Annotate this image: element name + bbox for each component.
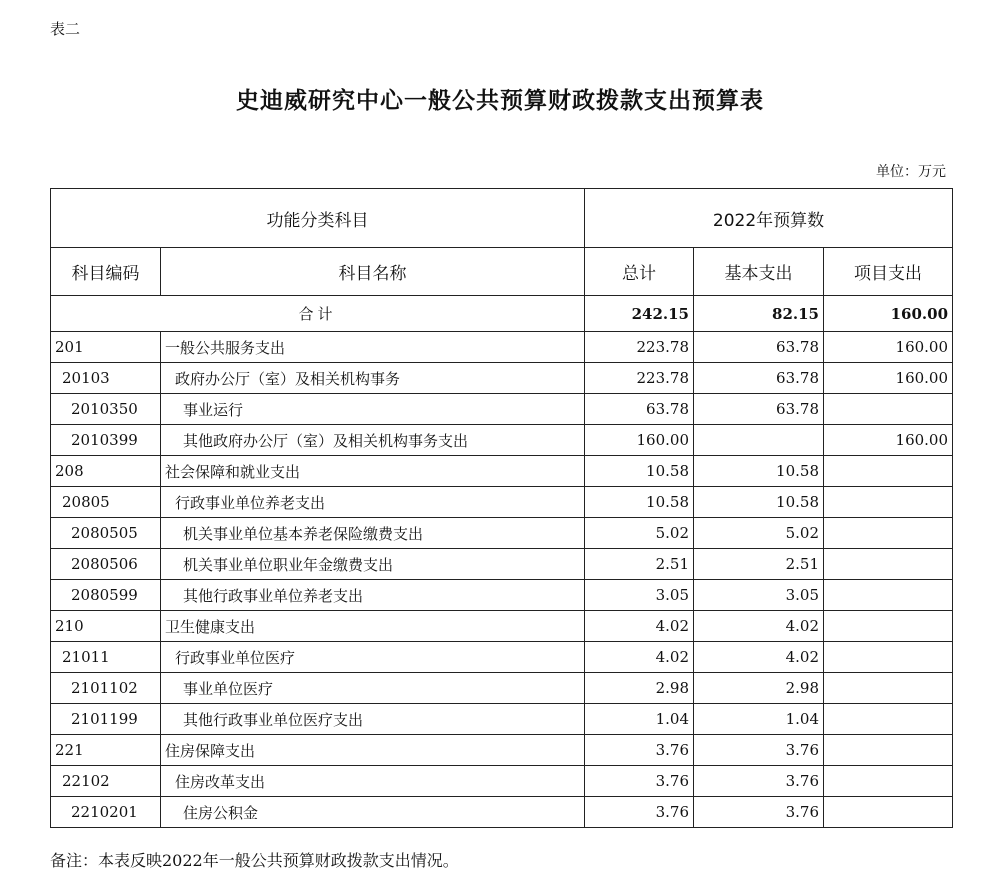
table-row bbox=[51, 766, 953, 797]
row-basic: 3.76 bbox=[694, 735, 824, 766]
row-total: 4.02 bbox=[585, 642, 694, 673]
row-project bbox=[824, 456, 953, 487]
table-row bbox=[51, 673, 953, 704]
footnote: 备注：本表反映2022年一般公共预算财政拨款支出情况。 bbox=[50, 851, 459, 870]
row-name: 其他政府办公厅（室）及相关机构事务支出 bbox=[161, 425, 585, 456]
header-code: 科目编码 bbox=[51, 248, 161, 296]
table-row bbox=[51, 580, 953, 611]
row-basic: 63.78 bbox=[694, 363, 824, 394]
row-basic: 5.02 bbox=[694, 518, 824, 549]
table-row bbox=[51, 642, 953, 673]
row-total: 223.78 bbox=[585, 332, 694, 363]
row-code: 2080505 bbox=[51, 518, 161, 549]
row-project bbox=[824, 518, 953, 549]
row-code: 208 bbox=[51, 456, 161, 487]
table-row bbox=[51, 363, 953, 394]
row-total: 3.76 bbox=[585, 766, 694, 797]
total-project: 160.00 bbox=[824, 296, 953, 332]
row-total: 223.78 bbox=[585, 363, 694, 394]
row-name: 住房公积金 bbox=[161, 797, 585, 828]
table-row bbox=[51, 394, 953, 425]
row-name: 行政事业单位养老支出 bbox=[161, 487, 585, 518]
unit-label: 单位：万元 bbox=[876, 164, 946, 180]
row-basic: 10.58 bbox=[694, 487, 824, 518]
row-name: 一般公共服务支出 bbox=[161, 332, 585, 363]
row-basic: 3.76 bbox=[694, 766, 824, 797]
row-name: 事业单位医疗 bbox=[161, 673, 585, 704]
row-code: 20103 bbox=[51, 363, 161, 394]
row-total: 10.58 bbox=[585, 487, 694, 518]
table-row bbox=[51, 549, 953, 580]
table-row bbox=[51, 611, 953, 642]
budget-table bbox=[50, 188, 953, 828]
header-name: 科目名称 bbox=[161, 248, 585, 296]
row-basic: 63.78 bbox=[694, 394, 824, 425]
row-code: 2010350 bbox=[51, 394, 161, 425]
row-project: 160.00 bbox=[824, 363, 953, 394]
row-basic: 1.04 bbox=[694, 704, 824, 735]
header-budget-year: 2022年预算数 bbox=[585, 189, 953, 248]
table-row bbox=[51, 332, 953, 363]
row-project bbox=[824, 735, 953, 766]
total-basic: 82.15 bbox=[694, 296, 824, 332]
row-code: 20805 bbox=[51, 487, 161, 518]
row-project bbox=[824, 611, 953, 642]
row-project: 160.00 bbox=[824, 332, 953, 363]
row-code: 201 bbox=[51, 332, 161, 363]
total-row bbox=[51, 296, 953, 332]
row-name: 政府办公厅（室）及相关机构事务 bbox=[161, 363, 585, 394]
row-basic: 10.58 bbox=[694, 456, 824, 487]
table-row bbox=[51, 425, 953, 456]
row-total: 160.00 bbox=[585, 425, 694, 456]
row-project: 160.00 bbox=[824, 425, 953, 456]
table-row bbox=[51, 456, 953, 487]
row-name: 卫生健康支出 bbox=[161, 611, 585, 642]
row-project bbox=[824, 797, 953, 828]
row-code: 21011 bbox=[51, 642, 161, 673]
row-basic bbox=[694, 425, 824, 456]
row-basic: 4.02 bbox=[694, 611, 824, 642]
row-basic: 3.05 bbox=[694, 580, 824, 611]
row-project bbox=[824, 766, 953, 797]
row-name: 机关事业单位职业年金缴费支出 bbox=[161, 549, 585, 580]
header-project: 项目支出 bbox=[824, 248, 953, 296]
table-row bbox=[51, 487, 953, 518]
header-basic: 基本支出 bbox=[694, 248, 824, 296]
row-total: 3.76 bbox=[585, 797, 694, 828]
row-project bbox=[824, 394, 953, 425]
row-basic: 2.51 bbox=[694, 549, 824, 580]
row-name: 社会保障和就业支出 bbox=[161, 456, 585, 487]
table-number: 表二 bbox=[50, 20, 81, 38]
table-row bbox=[51, 735, 953, 766]
row-total: 1.04 bbox=[585, 704, 694, 735]
row-name: 行政事业单位医疗 bbox=[161, 642, 585, 673]
row-code: 210 bbox=[51, 611, 161, 642]
row-name: 住房改革支出 bbox=[161, 766, 585, 797]
header-category: 功能分类科目 bbox=[51, 189, 585, 248]
header-total: 总计 bbox=[585, 248, 694, 296]
row-code: 221 bbox=[51, 735, 161, 766]
row-basic: 3.76 bbox=[694, 797, 824, 828]
total-total: 242.15 bbox=[585, 296, 694, 332]
row-project bbox=[824, 673, 953, 704]
row-total: 5.02 bbox=[585, 518, 694, 549]
total-label: 合计 bbox=[51, 296, 585, 332]
row-basic: 2.98 bbox=[694, 673, 824, 704]
row-code: 22102 bbox=[51, 766, 161, 797]
row-name: 机关事业单位基本养老保险缴费支出 bbox=[161, 518, 585, 549]
row-total: 3.76 bbox=[585, 735, 694, 766]
table-row bbox=[51, 704, 953, 735]
row-code: 2080599 bbox=[51, 580, 161, 611]
row-total: 3.05 bbox=[585, 580, 694, 611]
row-total: 10.58 bbox=[585, 456, 694, 487]
row-total: 2.98 bbox=[585, 673, 694, 704]
row-total: 2.51 bbox=[585, 549, 694, 580]
row-code: 2210201 bbox=[51, 797, 161, 828]
row-project bbox=[824, 549, 953, 580]
row-code: 2080506 bbox=[51, 549, 161, 580]
row-code: 2101102 bbox=[51, 673, 161, 704]
row-total: 4.02 bbox=[585, 611, 694, 642]
row-project bbox=[824, 704, 953, 735]
row-name: 事业运行 bbox=[161, 394, 585, 425]
row-basic: 63.78 bbox=[694, 332, 824, 363]
row-total: 63.78 bbox=[585, 394, 694, 425]
row-code: 2101199 bbox=[51, 704, 161, 735]
table-row bbox=[51, 518, 953, 549]
row-code: 2010399 bbox=[51, 425, 161, 456]
row-project bbox=[824, 642, 953, 673]
page-title: 史迪威研究中心一般公共预算财政拨款支出预算表 bbox=[236, 88, 764, 114]
row-name: 住房保障支出 bbox=[161, 735, 585, 766]
row-name: 其他行政事业单位医疗支出 bbox=[161, 704, 585, 735]
row-project bbox=[824, 580, 953, 611]
row-basic: 4.02 bbox=[694, 642, 824, 673]
row-project bbox=[824, 487, 953, 518]
row-name: 其他行政事业单位养老支出 bbox=[161, 580, 585, 611]
table-row bbox=[51, 797, 953, 828]
